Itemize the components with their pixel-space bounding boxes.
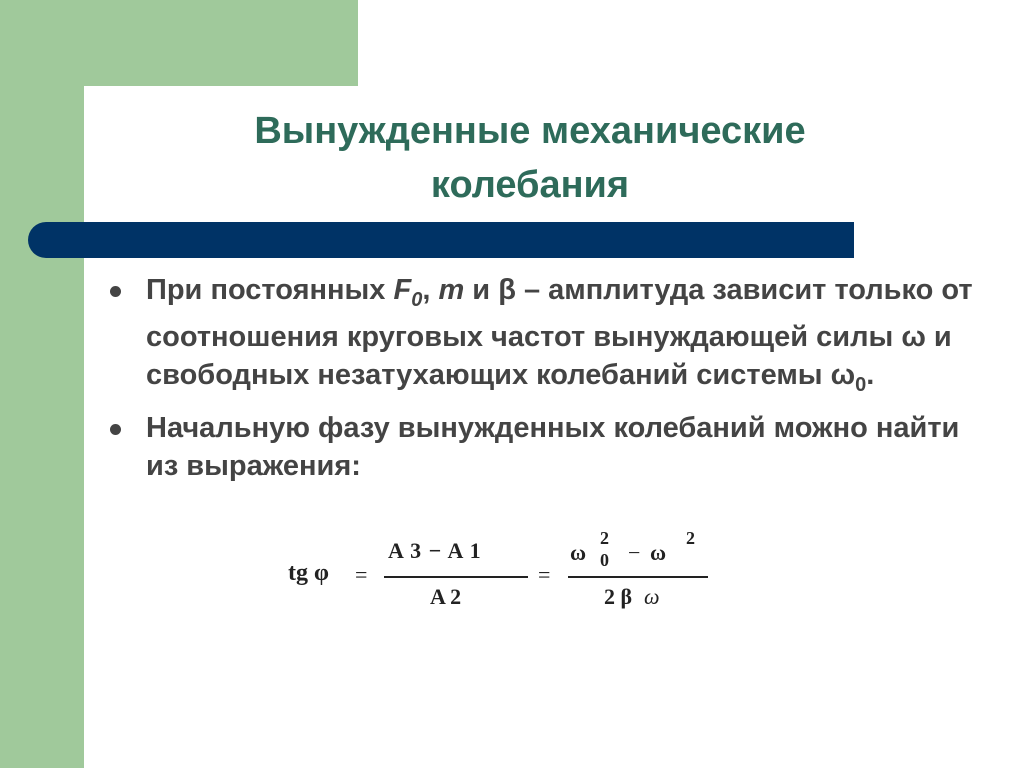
bullet-1-omega-sub: 0 — [855, 373, 867, 396]
formula-omega0: ω — [570, 540, 587, 565]
left-accent-band — [0, 0, 84, 768]
formula-omega0-exp: 2 — [600, 528, 609, 548]
slide-title-line1: Вынужденные механические — [254, 110, 806, 152]
bullet-item-2 — [108, 410, 988, 485]
bullet-dot-icon — [110, 424, 121, 435]
formula-denominator-2: 2 β — [604, 584, 633, 609]
bullet-item-1 — [108, 272, 988, 404]
bullet-1-end: . — [866, 358, 875, 391]
formula-omega-exp: 2 — [686, 528, 695, 548]
slide-title — [120, 104, 940, 212]
slide-title-line2: колебания — [430, 164, 630, 206]
formula-denominator-2-omega: ω — [644, 584, 660, 609]
formula-minus: − — [628, 540, 641, 565]
bullet-1-comma: , — [422, 274, 439, 306]
bullet-2-text: Начальную фазу вынужденных колебаний можно найти из выражения: — [146, 412, 960, 482]
formula-denominator-1: A 2 — [430, 584, 462, 609]
formula-omega0-sub: 0 — [600, 550, 609, 570]
fraction-line-2 — [568, 576, 708, 578]
fraction-line-1 — [384, 576, 528, 578]
top-accent-band — [0, 0, 358, 86]
bullet-1-f: F — [393, 274, 412, 306]
formula-numerator-1: A 3 − A 1 — [388, 538, 482, 563]
bullet-list — [108, 272, 988, 491]
bullet-1-f-sub: 0 — [411, 288, 423, 311]
formula-equals-1: = — [355, 562, 368, 587]
phase-formula — [288, 528, 728, 622]
formula-equals-2: = — [538, 562, 551, 587]
bullet-1-m: m — [438, 274, 465, 306]
bullet-dot-icon — [110, 286, 121, 297]
bullet-1-rest: и β – амплитуда зависит только от соотношения круговых частот вынуждающей силы ω и свободных незатухающих колебаний системы ω — [146, 274, 973, 391]
bullet-1-pre: При постоянных — [146, 274, 394, 306]
formula-lhs: tg φ — [288, 560, 329, 586]
formula-omega: ω — [650, 540, 667, 565]
title-divider-bar — [28, 222, 854, 258]
